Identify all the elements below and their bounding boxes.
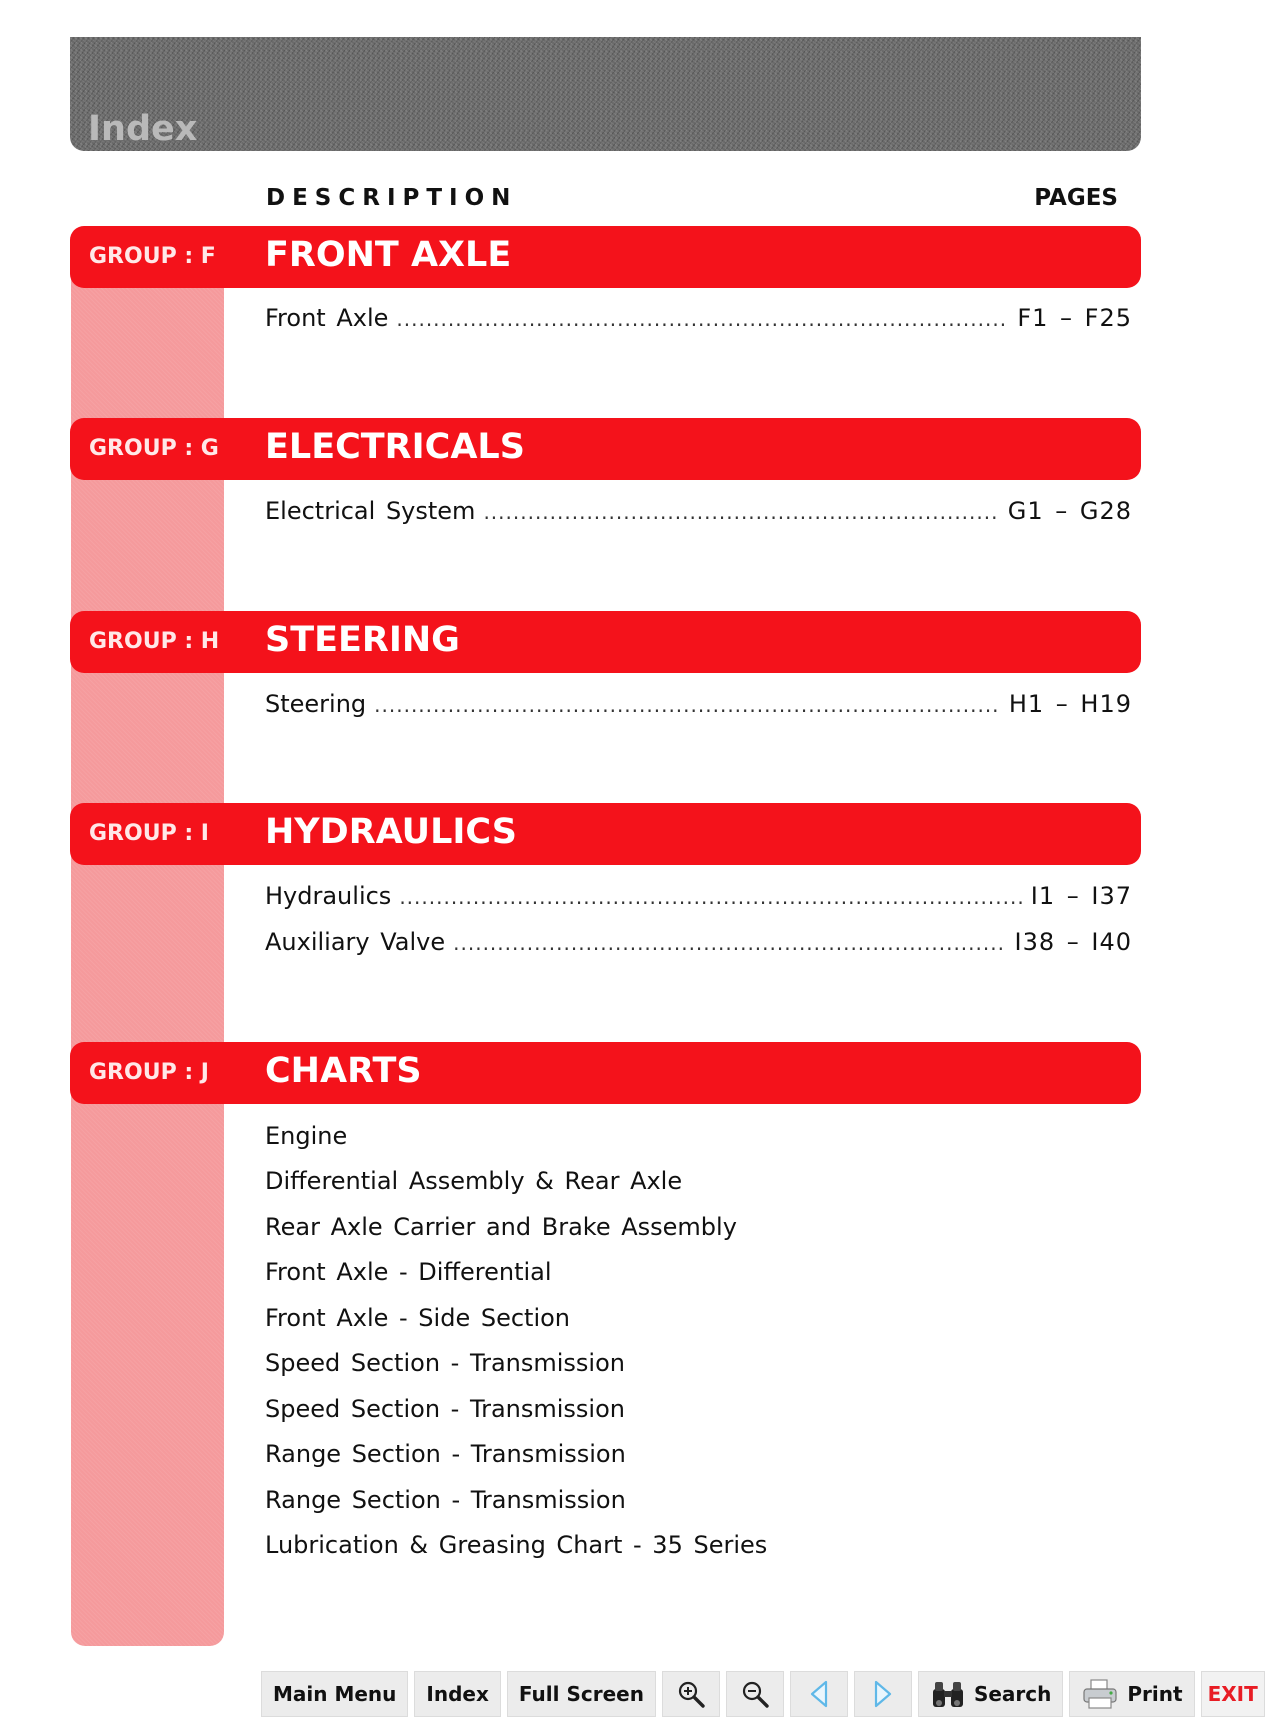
entry-label: Front Axle xyxy=(265,304,389,332)
zoom-out-icon xyxy=(740,1679,770,1709)
pages-column-header: PAGES xyxy=(1034,185,1118,211)
chart-item-engine[interactable]: Engine xyxy=(265,1122,348,1150)
entry-pages: I38 – I40 xyxy=(1014,928,1132,956)
index-entry-hydraulics[interactable] xyxy=(265,882,1132,916)
group-title: FRONT AXLE xyxy=(265,235,512,275)
page-title: Index xyxy=(88,109,198,149)
group-title: STEERING xyxy=(265,620,460,660)
leader-dots xyxy=(396,307,1009,331)
binoculars-icon xyxy=(930,1679,966,1709)
index-entry-front-axle[interactable] xyxy=(265,304,1132,338)
previous-page-icon xyxy=(808,1679,830,1709)
next-page-icon xyxy=(872,1679,894,1709)
chart-item-range-section-2[interactable]: Range Section - Transmission xyxy=(265,1486,626,1514)
chart-item-speed-section-2[interactable]: Speed Section - Transmission xyxy=(265,1395,625,1423)
print-label: Print xyxy=(1127,1682,1183,1706)
group-header-electricals[interactable] xyxy=(70,418,1141,480)
entry-pages: I1 – I37 xyxy=(1030,882,1132,910)
group-code: GROUP : G xyxy=(89,436,219,461)
zoom-in-icon xyxy=(676,1679,706,1709)
index-button[interactable]: Index xyxy=(414,1671,500,1717)
group-header-charts[interactable] xyxy=(70,1042,1141,1104)
group-header-hydraulics[interactable] xyxy=(70,803,1141,865)
printer-icon xyxy=(1081,1678,1119,1710)
entry-label: Electrical System xyxy=(265,497,476,525)
group-title: ELECTRICALS xyxy=(265,427,525,467)
main-menu-button[interactable]: Main Menu xyxy=(261,1671,408,1717)
chart-item-speed-section-1[interactable]: Speed Section - Transmission xyxy=(265,1349,625,1377)
search-button[interactable] xyxy=(918,1671,1063,1717)
group-title: CHARTS xyxy=(265,1051,422,1091)
entry-pages: F1 – F25 xyxy=(1017,304,1132,332)
leader-dots xyxy=(399,885,1022,909)
next-page-button[interactable] xyxy=(854,1671,912,1717)
leader-dots xyxy=(483,500,999,524)
zoom-in-button[interactable] xyxy=(662,1671,720,1717)
chart-item-front-axle-differential[interactable]: Front Axle - Differential xyxy=(265,1258,552,1286)
chart-item-range-section-1[interactable]: Range Section - Transmission xyxy=(265,1440,626,1468)
previous-page-button[interactable] xyxy=(790,1671,848,1717)
search-label: Search xyxy=(973,1682,1052,1706)
print-button[interactable] xyxy=(1069,1671,1194,1717)
group-header-front-axle[interactable] xyxy=(70,226,1141,288)
leader-dots xyxy=(374,693,1001,717)
entry-label: Auxiliary Valve xyxy=(265,928,446,956)
group-code: GROUP : I xyxy=(89,821,209,846)
chart-item-front-axle-side-section[interactable]: Front Axle - Side Section xyxy=(265,1304,571,1332)
navigation-toolbar xyxy=(261,1671,1265,1717)
chart-item-rear-axle-carrier[interactable]: Rear Axle Carrier and Brake Assembly xyxy=(265,1213,737,1241)
index-entry-steering[interactable] xyxy=(265,690,1132,724)
full-screen-button[interactable]: Full Screen xyxy=(507,1671,656,1717)
entry-pages: G1 – G28 xyxy=(1007,497,1132,525)
leader-dots xyxy=(453,931,1006,955)
entry-label: Steering xyxy=(265,690,367,718)
zoom-out-button[interactable] xyxy=(726,1671,784,1717)
group-title: HYDRAULICS xyxy=(265,812,517,852)
group-code: GROUP : H xyxy=(89,629,220,654)
entry-pages: H1 – H19 xyxy=(1008,690,1132,718)
group-code: GROUP : F xyxy=(89,244,216,269)
index-entry-auxiliary-valve[interactable] xyxy=(265,928,1132,962)
chart-item-differential-assembly[interactable]: Differential Assembly & Rear Axle xyxy=(265,1167,683,1195)
group-code: GROUP : J xyxy=(89,1060,209,1085)
group-header-steering[interactable] xyxy=(70,611,1141,673)
index-header-band xyxy=(70,37,1141,151)
index-entry-electrical-system[interactable] xyxy=(265,497,1132,531)
description-column-header: DESCRIPTION xyxy=(266,185,518,211)
entry-label: Hydraulics xyxy=(265,882,392,910)
exit-button[interactable]: EXIT xyxy=(1201,1671,1265,1717)
chart-item-lubrication-chart[interactable]: Lubrication & Greasing Chart - 35 Series xyxy=(265,1531,768,1559)
